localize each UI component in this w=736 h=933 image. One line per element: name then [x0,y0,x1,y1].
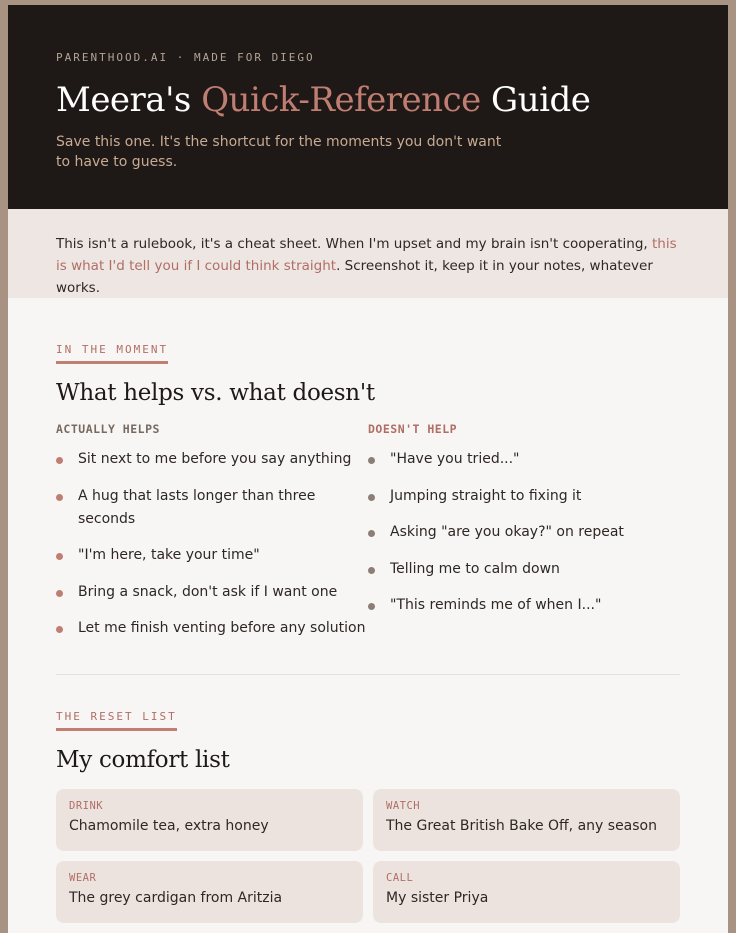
list-item-text: Jumping straight to fixing it [390,487,582,504]
helps-list [56,448,368,640]
comfort-card-watch [373,789,680,851]
comfort-cards [56,789,680,933]
section-eyebrow-reset: THE RESET LIST [56,710,177,731]
card-label: WATCH [386,799,421,812]
section-heading-reset: My comfort list [56,746,230,773]
list-item [56,448,368,471]
list-item-text: "This reminds me of when I..." [390,597,602,613]
list-item-text: A hug that lasts longer than three seconds [78,487,316,527]
list-item [56,581,368,604]
list-item-text: "I'm here, take your time" [78,547,260,563]
card-label: CALL [386,871,414,884]
list-item [56,544,368,567]
bullet-dot-icon [368,603,375,610]
card-value: Chamomile tea, extra honey [69,817,269,834]
list-item-text: "Have you tried..." [390,451,520,467]
brand-line: PARENTHOOD.AI · MADE FOR DIEGO [56,51,315,64]
intro-text-start: This isn't a rulebook, it's a cheat sheet. When I'm upset and my brain isn't cooperating, [56,236,652,252]
comfort-card-wear [56,861,363,923]
title-prefix: Meera's [56,80,202,120]
card-label: WEAR [69,871,97,884]
list-item-text: Bring a snack, don't ask if I want one [78,583,338,600]
bullet-dot-icon [56,553,63,560]
bullet-dot-icon [56,494,63,501]
guide-page [8,5,728,933]
helps-vs-doesnt-columns [56,422,680,654]
reset-list-section [8,675,728,933]
section-eyebrow-moment: IN THE MOMENT [56,343,168,364]
comfort-card-drink [56,789,363,851]
page-title [56,81,680,120]
helps-column [56,422,368,654]
list-item [368,485,680,508]
in-the-moment-section [8,298,728,654]
list-item [368,521,680,544]
bullet-dot-icon [56,626,63,633]
card-value: The Great British Bake Off, any season [386,817,657,834]
card-value: The grey cardigan from Aritzia [69,889,283,906]
list-item-text: Let me finish venting before any solution [78,620,366,636]
title-accent: Quick-Reference [201,80,481,120]
doesnt-help-column-heading: DOESN'T HELP [368,422,458,436]
list-item-text: Telling me to calm down [390,560,560,577]
page-subtitle: Save this one. It's the shortcut for the moments you don't want to have to guess. [56,134,502,171]
list-item-text: Sit next to me before you say anything [78,451,352,467]
list-item [368,448,680,471]
hero-header [8,5,728,209]
list-item [56,617,368,640]
intro-note [8,209,728,298]
list-item [56,485,368,531]
doesnt-help-column [368,422,680,654]
doesnt-help-list [368,448,680,617]
comfort-card-call [373,861,680,923]
bullet-dot-icon [56,457,63,464]
card-value: My sister Priya [386,889,489,906]
helps-column-heading: ACTUALLY HELPS [56,422,160,436]
list-item [368,558,680,581]
bullet-dot-icon [368,457,375,464]
card-label: DRINK [69,799,104,812]
intro-highlight: this is what I'd tell you if I could think straight [56,236,677,274]
list-item [368,594,680,617]
bullet-dot-icon [56,590,63,597]
section-heading-moment: What helps vs. what doesn't [56,380,375,406]
bullet-dot-icon [368,567,375,574]
title-suffix: Guide [480,80,591,120]
list-item-text: Asking "are you okay?" on repeat [390,524,624,540]
bullet-dot-icon [368,530,375,537]
intro-text-end: . Screenshot it, keep it in your notes, whatever works. [56,258,653,296]
bullet-dot-icon [368,494,375,501]
